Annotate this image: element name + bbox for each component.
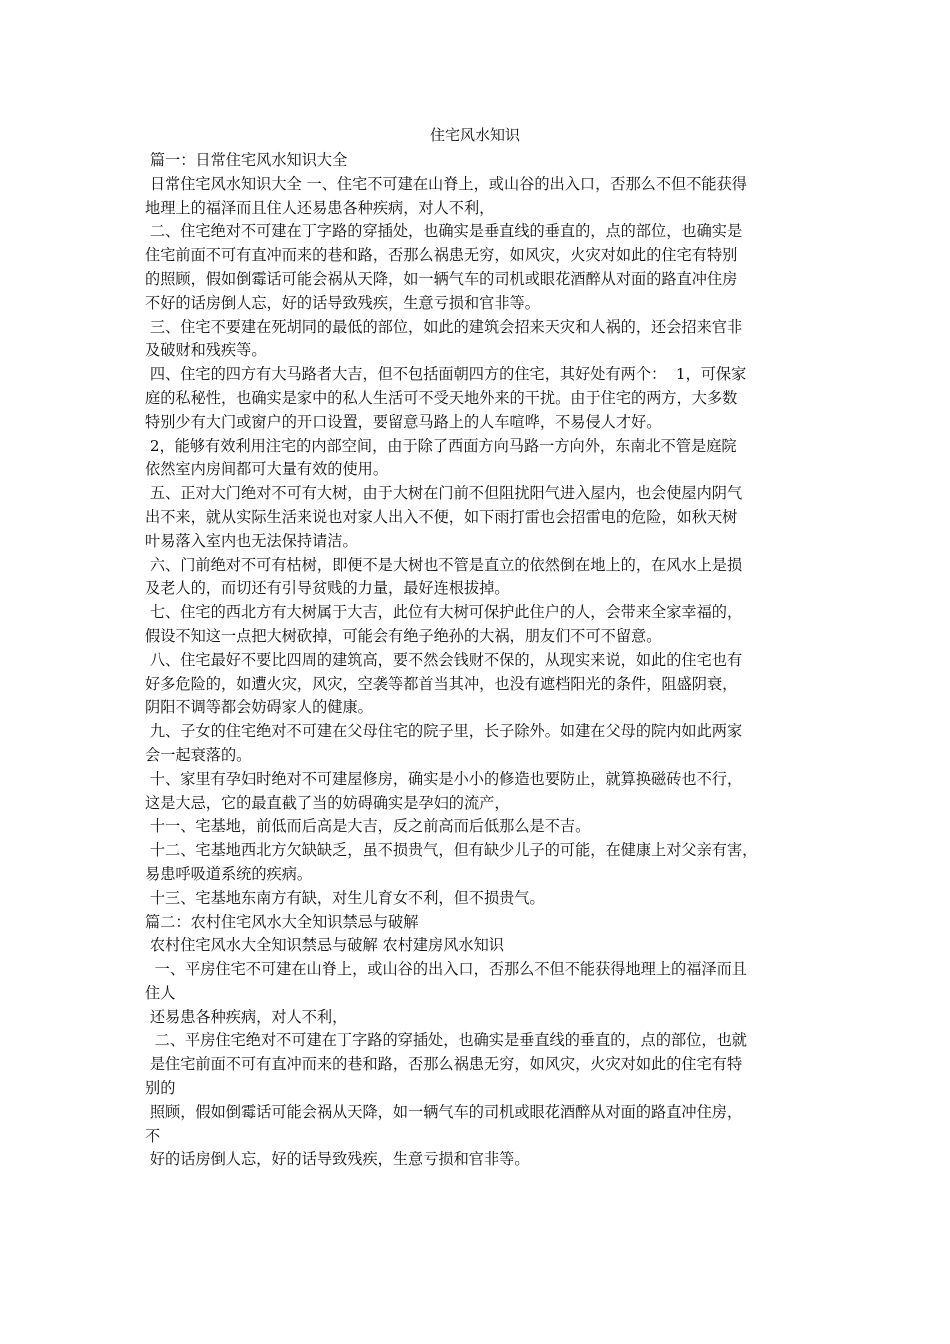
text-line: 篇二：农村住宅风水大全知识禁忌与破解: [145, 912, 419, 931]
document-title: 住宅风水知识: [429, 126, 520, 144]
text-line: 八、住宅最好不要比四周的建筑高，要不然会钱财不保的，从现实来说，如此的住宅也有: [145, 650, 743, 669]
text-line: 地理上的福泽而且住人还易患各种疾病，对人不利，: [145, 198, 495, 217]
text-line: 叶易落入室内也无法保持请洁。: [145, 531, 358, 550]
text-line: 依然室内房间都可大量有效的使用。: [145, 460, 388, 479]
text-line: 住宅前面不可有直冲而来的巷和路，否那么祸患无穷，如风灾，火灾对如此的住宅有特别: [145, 246, 738, 265]
text-line: 的照顾，假如倒霉话可能会祸从天降，如一辆气车的司机或眼花酒醉从对面的路直冲住房: [145, 269, 738, 288]
text-line: 会一起衰落的。: [145, 745, 252, 764]
text-line: 还易患各种疾病，对人不利，: [145, 1007, 348, 1026]
text-line: 四、住宅的四方有大马路者大吉，但不包括面朝四方的住宅，其好处有两个： 1，可保家: [145, 365, 747, 384]
text-line: 易患呼吸道系统的疾病。: [145, 864, 313, 883]
text-line: 好的话房倒人忘，好的话导致残疾，生意亏损和官非等。: [145, 1150, 530, 1169]
text-line: 二、平房住宅绝对不可建在丁字路的穿插处，也确实是垂直线的垂直的，点的部位，也就: [145, 1031, 747, 1050]
text-line: 六、门前绝对不可有枯树，即便不是大树也不管是直立的依然倒在地上的，在风水上是损: [145, 555, 743, 574]
text-line: 是住宅前面不可有直冲而来的巷和路，否那么祸患无穷，如风灾，火灾对如此的住宅有特: [145, 1055, 743, 1074]
text-line: 十、家里有孕妇时绝对不可建屋修房，确实是小小的修造也要防止，就算换磁砖也不行，: [145, 769, 743, 788]
text-line: 及老人的，而切还有引导贫贱的力量，最好连根拔掉。: [145, 579, 510, 598]
text-line: 不: [145, 1126, 161, 1145]
text-line: 假设不知这一点把大树砍掉，可能会有绝子绝孙的大祸，朋友们不可不留意。: [145, 626, 662, 645]
text-line: 农村住宅风水大全知识禁忌与破解 农村建房风水知识: [145, 936, 504, 955]
text-line: 二、住宅绝对不可建在丁字路的穿插处，也确实是垂直线的垂直的，点的部位，也确实是: [145, 222, 743, 241]
text-line: 出不来，就从实际生活来说也对家人出入不便，如下雨打雷也会招雷电的危险，如秋天树: [145, 507, 738, 526]
text-line: 篇一：日常住宅风水知识大全: [145, 151, 348, 169]
text-line: 庭的私秘性，也确实是家中的私人生活可不受天地外来的干扰。由于住宅的两方，大多数: [145, 388, 738, 407]
text-line: 五、正对大门绝对不可有大树，由于大树在门前不但阻扰阳气进入屋内，也会使屋内阴气: [145, 484, 743, 503]
text-line: 日常住宅风水知识大全 一、住宅不可建在山脊上，或山谷的出入口，否那么不但不能获得: [145, 174, 747, 193]
text-line: 十二、宅基地西北方欠缺缺乏，虽不损贵气，但有缺少儿子的可能，在健康上对父亲有害，: [145, 841, 758, 860]
text-line: 住人: [145, 983, 176, 1002]
text-line: 一、平房住宅不可建在山脊上，或山谷的出入口，否那么不但不能获得地理上的福泽而且: [145, 960, 747, 979]
text-line: 这是大忌，它的最直截了当的妨碍确实是孕妇的流产，: [145, 793, 510, 812]
text-line: 三、住宅不要建在死胡同的最低的部位，如此的建筑会招来天灾和人祸的，还会招来官非: [145, 317, 743, 336]
text-line: 十三、宅基地东南方有缺，对生儿育女不利，但不损贵气。: [145, 888, 545, 907]
text-line: 七、住宅的西北方有大树属于大吉，此位有大树可保护此住户的人，会带来全家幸福的，: [145, 603, 743, 622]
text-line: 特别少有大门或窗户的开口设置，要留意马路上的人车喧哗，不易侵人才好。: [145, 412, 662, 431]
text-line: 别的: [145, 1079, 176, 1098]
text-line: 九、子女的住宅绝对不可建在父母住宅的院子里，长子除外。如建在父母的院内如此两家: [145, 722, 743, 741]
text-line: 照顾，假如倒霉话可能会祸从天降，如一辆气车的司机或眼花酒醉从对面的路直冲住房，: [145, 1102, 743, 1121]
text-line: 2，能够有效利用注宅的内部空间，由于除了西面方向马路一方向外，东南北不管是庭院: [145, 436, 737, 455]
document-body: [145, 149, 820, 1172]
text-line: 不好的话房倒人忘，好的话导致残疾，生意亏损和官非等。: [145, 293, 540, 312]
text-line: 好多危险的，如遭火灾，风灾，空袭等都首当其冲，也没有遮档阳光的条件，阻盛阴衰，: [145, 674, 738, 693]
text-line: 及破财和残疾等。: [145, 341, 267, 360]
text-line: 十一、宅基地，前低而后高是大吉，反之前高而后低那么是不吉。: [145, 817, 591, 836]
text-line: 阴阳不调等都会妨碍家人的健康。: [145, 698, 373, 717]
